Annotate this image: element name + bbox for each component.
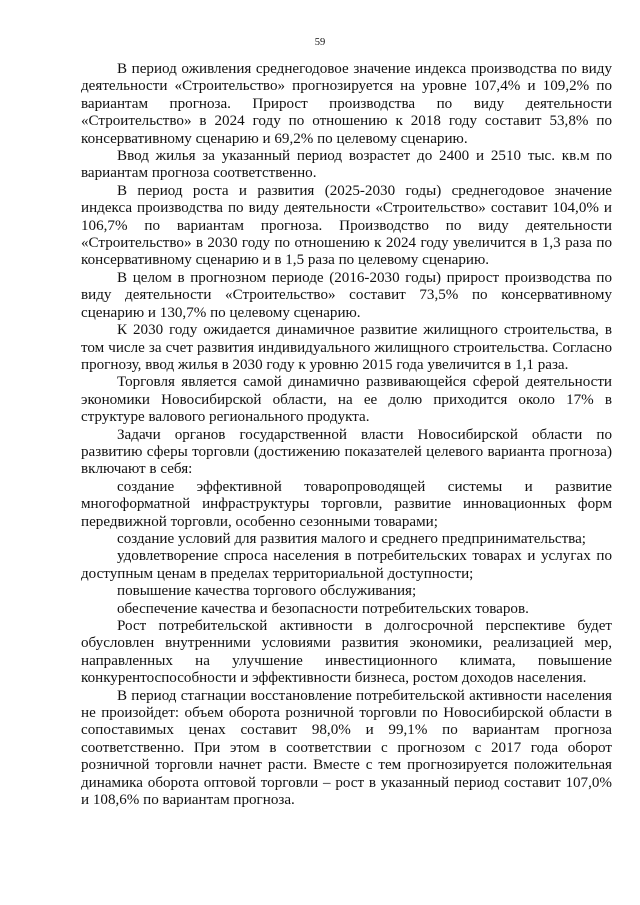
page-number: 59 (314, 37, 326, 48)
list-item-demand: удовлетворение спроса населения в потребительских товарах и услугах по доступным ценам в пределах территориальной доступности; (81, 548, 612, 582)
paragraph-trade-tasks: Задачи органов государственной власти Новосибирской области по развитию сферы торговли (достижению показателей целевого варианта прогноза) включают в себя: (81, 426, 612, 478)
paragraph-consumer-activity: Рост потребительской активности в долгосрочной перспективе будет обусловлен внутренними условиями развития экономики, реализацией мер, направленных на улучшение инвестиционного климата, повышение конкурентоспособности и эффективности бизнеса, ростом доходов населения. (81, 618, 612, 687)
list-item-small-business: создание условий для развития малого и среднего предпринимательства; (117, 530, 586, 547)
list-item-goods-safety: обеспечение качества и безопасности потребительских товаров. (117, 600, 529, 617)
paragraph-housing-input: Ввод жилья за указанный период возрастет до 2400 и 2510 тыс. кв.м по вариантам прогноза соответственно. (81, 148, 612, 182)
list-item-service-quality: повышение качества торгового обслуживания; (117, 583, 417, 600)
list-item-infrastructure: создание эффективной товаропроводящей системы и развитие многоформатной инфраструктуры торговли, развитие инновационных форм передвижной торговли, особенно сезонными товарами; (81, 478, 612, 530)
paragraph-construction-revival: В период оживления среднегодовое значение индекса производства по виду деятельности «Строительство» прогнозируется на уровне 107,4% и 109,2% по вариантам прогноза. Прирост производства по виду деятельности «Строительство» в 2024 году по отношению к 2018 году составит 53,8% по консервативному сценарию и 69,2% по целевому сценарию. (81, 61, 612, 147)
paragraph-construction-growth: В период роста и развития (2025-2030 годы) среднегодовое значение индекса производства по виду деятельности «Строительство» составит 104,0% и 106,7% по вариантам прогноза. Производство по виду деятельности «Строительство» в 2030 году по отношению к 2024 году увеличится в 1,3 раза по консервативному сценарию и в 1,5 раза по целевому сценарию. (81, 182, 612, 269)
paragraph-construction-total: В целом в прогнозном периоде (2016-2030 годы) прирост производства по виду деятельности «Строительство» составит 73,5% по консервативному сценарию и 130,7% по целевому сценарию. (81, 269, 612, 321)
page-body (81, 61, 612, 809)
paragraph-housing-2030: К 2030 году ожидается динамичное развитие жилищного строительства, в том числе за счет развития индивидуального жилищного строительства. Согласно прогнозу, ввод жилья в 2030 году к уровню 2015 года увеличится в 1,1 раза. (81, 322, 612, 373)
paragraph-retail-stagnation: В период стагнации восстановление потребительской активности населения не произойдет: объем оборота розничной торговли по Новосибирской области в сопоставимых ценах составит 98,0% и 99,1% по вариантам прогноза соответственно. При этом в соответствии с прогнозом с 2017 года оборот розничной торговли начнет расти. Вместе с тем прогнозируется положительная динамика оборота оптовой торговли – рост в указанный период составит 107,0% и 108,6% по вариантам прогноза. (81, 687, 612, 809)
paragraph-trade-intro: Торговля является самой динамично развивающейся сферой деятельности экономики Новосибирской области, на ее долю приходится около 17% в структуре валового регионального продукта. (81, 374, 612, 426)
